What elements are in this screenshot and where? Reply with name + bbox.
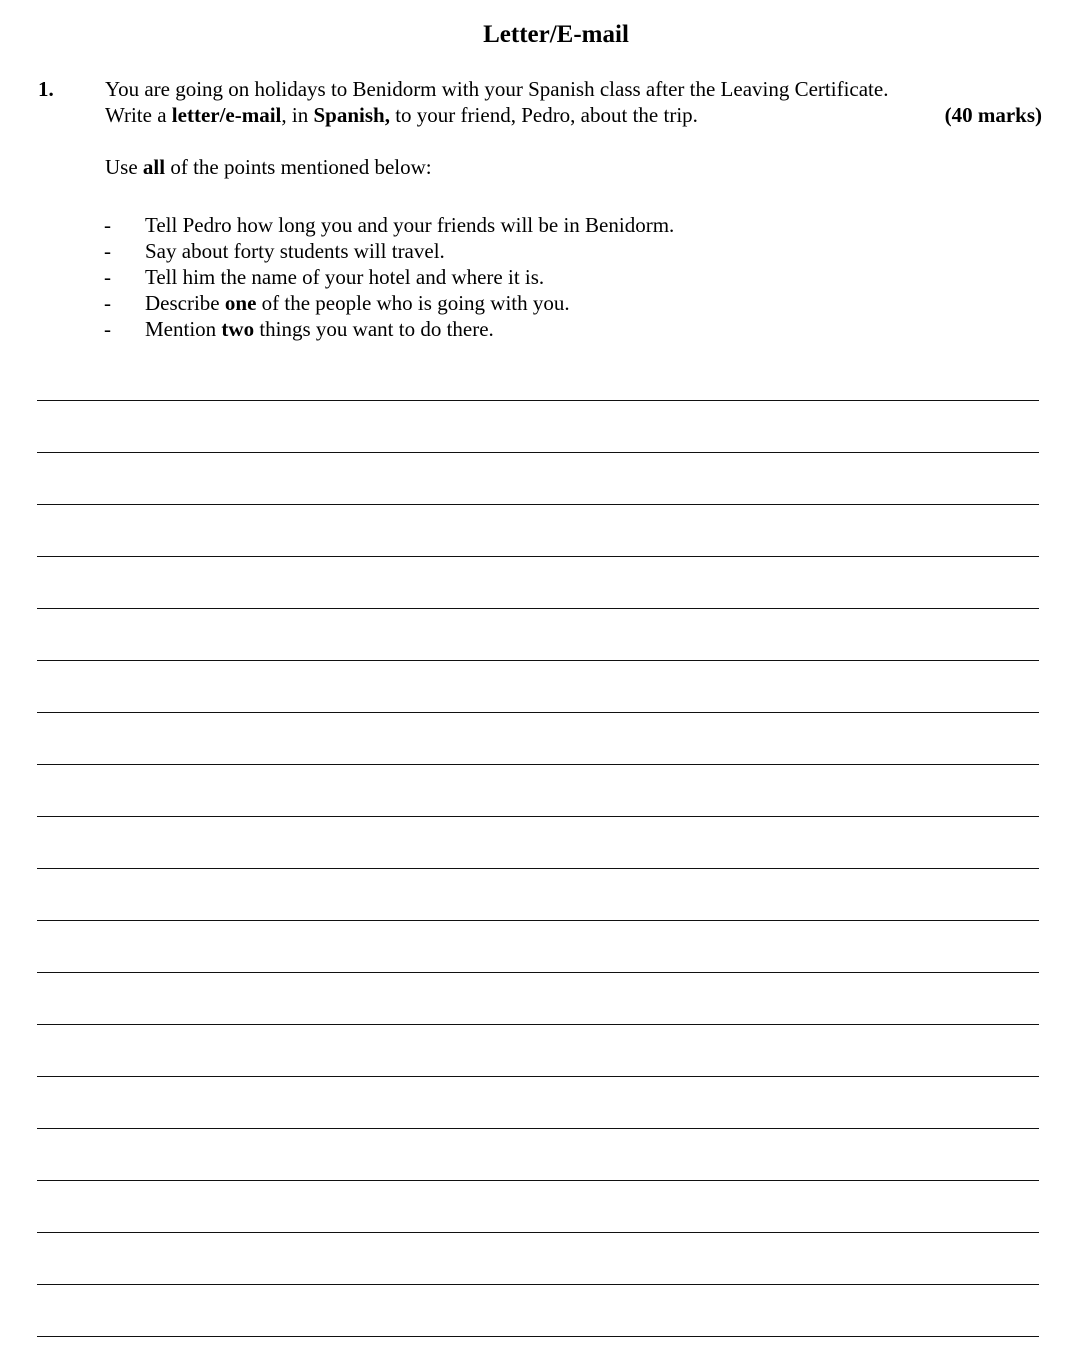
point-bold: two: [221, 317, 255, 341]
point-text: Describe: [145, 291, 225, 315]
question-number: 1.: [38, 77, 54, 101]
answer-line[interactable]: [37, 1284, 1039, 1336]
answer-line[interactable]: [37, 452, 1039, 504]
point-text: Tell Pedro how long you and your friends will be in Benidorm.: [145, 213, 675, 237]
list-item: [104, 238, 674, 264]
instruction-post: of the points mentioned below:: [165, 155, 432, 179]
question-text-post: to your friend, Pedro, about the trip.: [389, 103, 698, 127]
answer-line[interactable]: [37, 504, 1039, 556]
instruction-bold: all: [142, 155, 166, 179]
question-text-pre: Write a: [105, 103, 172, 127]
marks-label: (40 marks): [944, 103, 1042, 127]
answer-line[interactable]: [37, 660, 1039, 712]
question-text-bold-spanish: Spanish,: [313, 103, 390, 127]
question-text-line-1: You are going on holidays to Benidorm with your Spanish class after the Leaving Certificate.: [105, 77, 889, 101]
answer-line[interactable]: [37, 816, 1039, 868]
instruction-text: [105, 154, 432, 180]
point-text: Mention: [145, 317, 222, 341]
answer-writing-area[interactable]: [37, 400, 1039, 1340]
list-item: [104, 290, 674, 316]
bullet-dash: -: [104, 213, 111, 237]
list-item: [104, 264, 674, 290]
answer-line[interactable]: [37, 764, 1039, 816]
point-bold: one: [224, 291, 257, 315]
point-text-post: things you want to do there.: [254, 317, 494, 341]
point-text: Say about forty students will travel.: [145, 239, 445, 263]
answer-line[interactable]: [37, 1336, 1039, 1340]
point-text-post: of the people who is going with you.: [256, 291, 570, 315]
question-text-bold-letter: letter/e-mail: [171, 103, 282, 127]
bullet-dash: -: [104, 265, 111, 289]
answer-line[interactable]: [37, 1076, 1039, 1128]
answer-line[interactable]: [37, 1024, 1039, 1076]
answer-line[interactable]: [37, 1232, 1039, 1284]
answer-line[interactable]: [37, 1180, 1039, 1232]
question-text-line-2: [105, 102, 698, 128]
answer-line[interactable]: [37, 920, 1039, 972]
answer-line[interactable]: [37, 972, 1039, 1024]
bullet-dash: -: [104, 317, 111, 341]
answer-line[interactable]: [37, 556, 1039, 608]
list-item: [104, 212, 674, 238]
instruction-pre: Use: [105, 155, 143, 179]
answer-line[interactable]: [37, 712, 1039, 764]
answer-line[interactable]: [37, 400, 1039, 452]
answer-line[interactable]: [37, 1128, 1039, 1180]
bullet-dash: -: [104, 291, 111, 315]
page-title: Letter/E-mail: [483, 21, 629, 48]
list-item: [104, 316, 674, 342]
answer-line[interactable]: [37, 868, 1039, 920]
answer-line[interactable]: [37, 608, 1039, 660]
points-list: [104, 212, 674, 342]
point-text: Tell him the name of your hotel and where it is.: [145, 265, 545, 289]
bullet-dash: -: [104, 239, 111, 263]
question-text-mid: , in: [281, 103, 314, 127]
